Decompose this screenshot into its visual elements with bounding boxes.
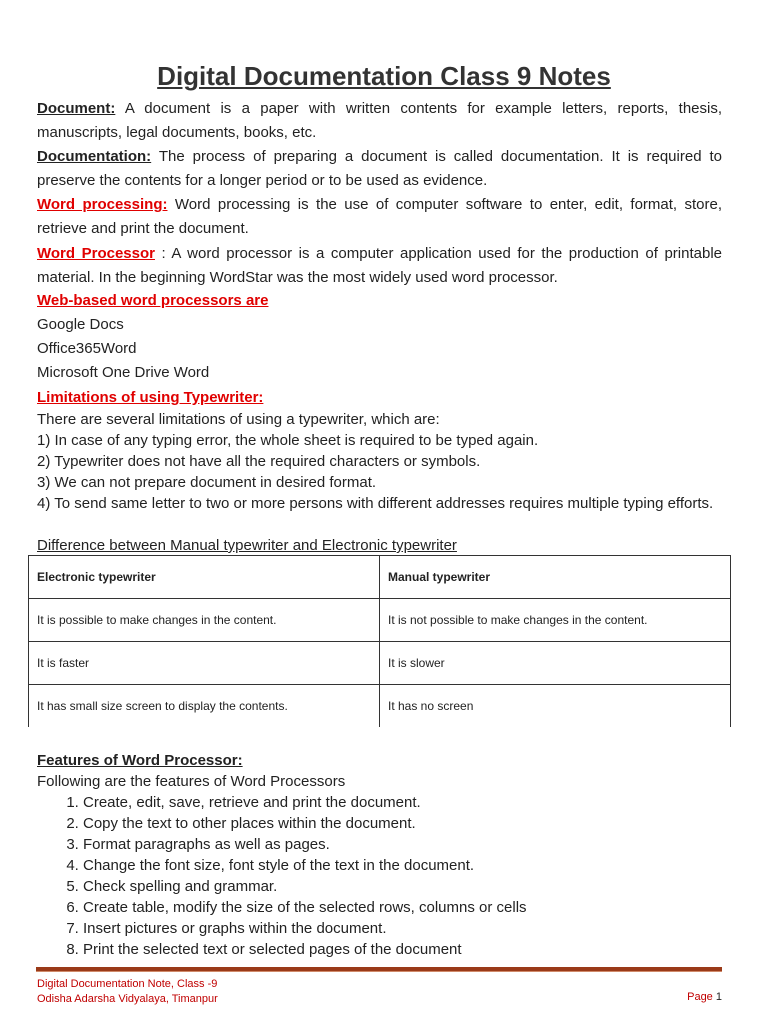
- documentation-definition: [37, 145, 722, 193]
- footer-line: Digital Documentation Note, Class -9: [37, 978, 218, 990]
- document-text: A document is a paper with written contents for example letters, reports, thesis, manuscripts, legal documents, books, etc.: [37, 100, 722, 141]
- table-cell: It is faster: [29, 642, 380, 685]
- table-row: [29, 642, 731, 685]
- table-cell: Manual typewriter: [380, 556, 731, 599]
- list-item: 5. Check spelling and grammar.: [83, 876, 527, 897]
- list-item: 8. Print the selected text or selected pages of the document: [83, 939, 527, 960]
- word-processor-definition: [37, 242, 722, 290]
- web-based-item: Microsoft One Drive Word: [37, 364, 210, 381]
- limitations-heading: Limitations of using Typewriter:: [37, 389, 264, 406]
- page-label: Page: [687, 991, 713, 1003]
- features-intro: Following are the features of Word Processors: [37, 773, 346, 790]
- table-cell: It is slower: [380, 642, 731, 685]
- limitation-item: 2) Typewriter does not have all the required characters or symbols.: [37, 453, 481, 470]
- list-item: 1. Create, edit, save, retrieve and print the document.: [83, 792, 527, 813]
- word-processor-text: : A word processor is a computer application used for the production of printable material. In the beginning WordStar was the most widely used word processor.: [37, 245, 723, 286]
- footer-info: [37, 977, 218, 1007]
- page-title: Digital Documentation Class 9 Notes: [157, 61, 611, 92]
- word-processing-text: Word processing is the use of computer software to enter, edit, format, store, retrieve and print the document.: [37, 196, 722, 237]
- limitation-item: 1) In case of any typing error, the whole sheet is required to be typed again.: [37, 432, 539, 449]
- page-number: [687, 991, 722, 1003]
- table-cell: Electronic typewriter: [29, 556, 380, 599]
- footer-line: Odisha Adarsha Vidyalaya, Timanpur: [37, 993, 218, 1005]
- list-item: 3. Format paragraphs as well as pages.: [83, 834, 527, 855]
- table-header-row: [29, 556, 731, 599]
- list-item: 6. Create table, modify the size of the selected rows, columns or cells: [83, 897, 527, 918]
- documentation-text: The process of preparing a document is called documentation. It is required to preserve the contents for a longer period or to be used as evidence.: [37, 148, 722, 189]
- web-based-item: Google Docs: [37, 316, 124, 333]
- limitation-item: 4) To send same letter to two or more persons with different addresses requires multiple typing efforts.: [37, 495, 714, 512]
- list-item: 7. Insert pictures or graphs within the document.: [83, 918, 527, 939]
- word-processor-term: Word Processor: [37, 245, 155, 262]
- document-term: Document:: [37, 100, 116, 117]
- document-definition: [37, 97, 722, 145]
- features-list: [37, 792, 527, 960]
- difference-table: [28, 555, 731, 727]
- list-item: 4. Change the font size, font style of the text in the document.: [83, 855, 527, 876]
- features-heading: Features of Word Processor:: [37, 752, 243, 769]
- word-processing-definition: [37, 193, 722, 241]
- footer-divider: [36, 967, 722, 972]
- table-cell: It is possible to make changes in the content.: [29, 599, 380, 642]
- list-item: 2. Copy the text to other places within the document.: [83, 813, 527, 834]
- web-based-heading: Web-based word processors are: [37, 292, 269, 309]
- web-based-item: Office365Word: [37, 340, 137, 357]
- table-cell: It is not possible to make changes in the content.: [380, 599, 731, 642]
- word-processing-term: Word processing:: [37, 196, 168, 213]
- limitation-item: 3) We can not prepare document in desired format.: [37, 474, 377, 491]
- limitations-intro: There are several limitations of using a typewriter, which are:: [37, 411, 440, 428]
- table-cell: It has small size screen to display the contents.: [29, 685, 380, 728]
- table-row: [29, 599, 731, 642]
- documentation-term: Documentation:: [37, 148, 152, 165]
- page-number-value: 1: [715, 991, 722, 1003]
- table-row: [29, 685, 731, 728]
- difference-heading: Difference between Manual typewriter and Electronic typewriter: [37, 537, 457, 554]
- table-cell: It has no screen: [380, 685, 731, 728]
